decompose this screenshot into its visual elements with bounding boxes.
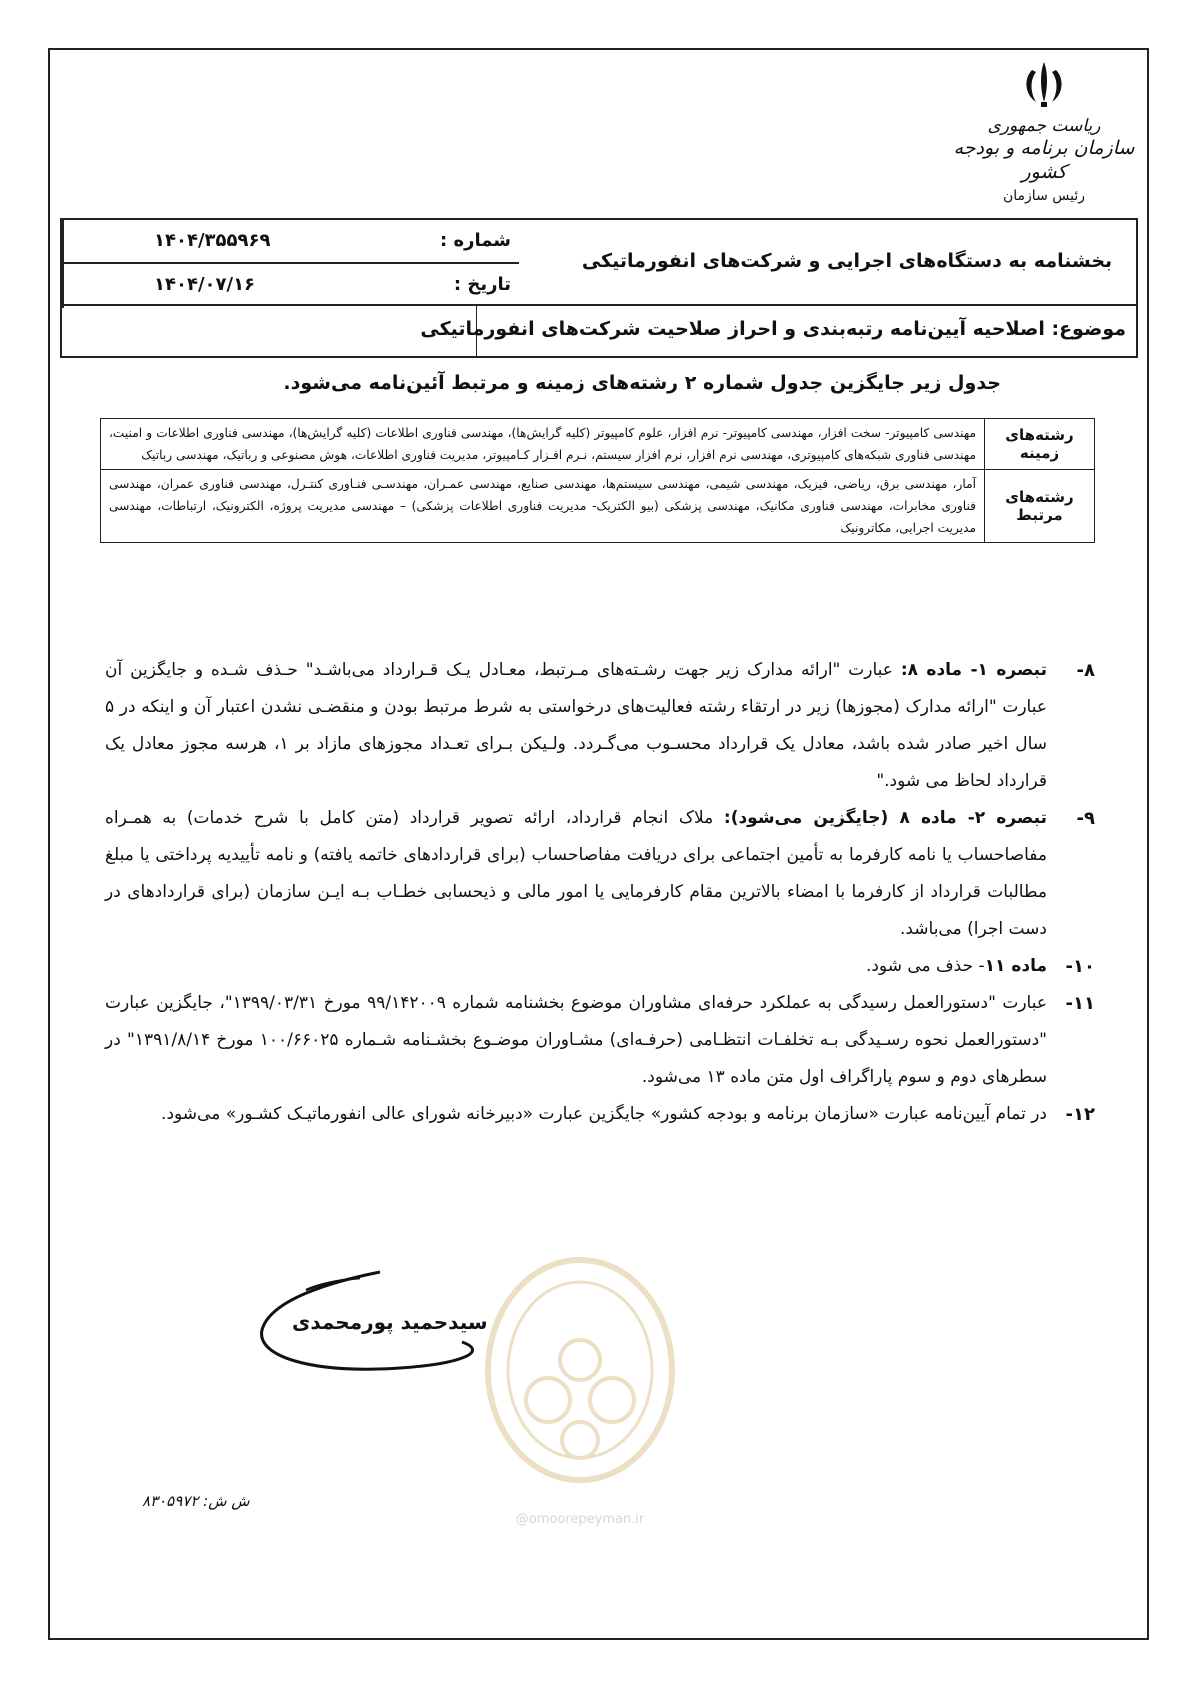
date-row (64, 264, 519, 308)
signatory-name: سیدحمید پورمحمدی (292, 1310, 488, 1334)
title-cell (60, 218, 1138, 306)
clause-text: در تمام آیین‌نامه عبارت «سازمان برنامه و بودجه کشور» جایگزین عبارت «دبیرخانه شورای عالی انفورماتیـک کشـور» می‌شود. (161, 1104, 1047, 1124)
row-head: رشته‌های مرتبط (985, 470, 1095, 543)
fields-table (100, 418, 1095, 543)
clause-text: ملاک انجام قرارداد، ارائه تصویر قرارداد (متن کامل با شرح خدمات) به همـراه مفاصاحساب یا نامه کارفرما به تأمین اجتماعی برای دریافت مفاصاحساب (برای قراردادهای خاتمه یافته) و نامه تأییدیه پرداختی یا مبلغ مطالبات قرارداد از کارفرما با امضاء بالاترین مقام کارفرمایی یا امور مالی و ذیحسابی خطـاب بـه ایـن سازمان (برای قراردادهای در دست اجرا) می‌باشد. (105, 808, 1047, 939)
clause-item (105, 1096, 1095, 1133)
clause-text: - حذف می شود. (865, 956, 985, 976)
letter-title: بخشنامه به دستگاه‌های اجرایی و شرکت‌های انفورماتیکی (581, 250, 1113, 272)
clause-lead: تبصره ۱- ماده ۸: (900, 660, 1048, 680)
number-value: ۱۴۰۴/۳۵۵۹۶۹ (154, 230, 271, 251)
table-row (101, 419, 1095, 470)
table-row (101, 470, 1095, 543)
letterhead (949, 58, 1139, 204)
date-label: تاریخ : (453, 274, 511, 295)
number-label: شماره : (440, 230, 511, 251)
clause-item (105, 800, 1095, 948)
clause-lead: تبصره ۲- ماده ۸ (جایگزین می‌شود): (723, 808, 1047, 828)
subject-text: موضوع: اصلاحیه آیین‌نامه رتبه‌بندی و احراز صلاحیت شرکت‌های انفورماتیکی (420, 318, 1126, 340)
clauses-list (105, 652, 1095, 1133)
clause-number: ۸- (1076, 660, 1095, 681)
stamp-url: @omoorepeyman.ir (515, 1512, 645, 1527)
clause-number: ۱۰- (1065, 956, 1095, 977)
clause-item (105, 985, 1095, 1096)
intro-heading: جدول زیر جایگزین جدول شماره ۲ رشته‌های زمینه و مرتبط آئین‌نامه می‌شود. (283, 372, 1001, 394)
row-body: مهندسی کامپیوتر- سخت افزار، مهندسی کامپیوتر- نرم افزار، علوم کامپیوتر (کلیه گرایش‌ها)، مهندسی فناوری اطلاعات (کلیه گرایش‌ها)، مهندسی فناوری اطلاعات و امنیت، مهندسی فناوری شبکه‌های کامپیوتری، مهندسی نرم افزار، نرم افزار سیستم، نـرم افـزار کـامپیوتر، مدیریت فناوری اطلاعات، هوش مصنوعی و رباتیک، مهندسی رباتیک (101, 419, 985, 470)
clause-text: عبارت "دستورالعمل رسیدگی به عملکرد حرفه‌ای مشاوران موضوع بخشنامه شماره ۹۹/۱۴۲۰۰۹ مورخ ۱۳۹۹/۰۳/۳۱"، جایگزین عبارت "دستورالعمل نحوه رسـیدگی بـه تخلفـات انتظـامی (حرفـه‌ای) مشـاوران موضـوع بخشـنامه شـماره ۱۰۰/۶۶۰۲۵ مورخ ۱۳۹۱/۸/۱۴" در سطرهای دوم و سوم پاراگراف اول متن ماده ۱۳ می‌شود. (105, 993, 1047, 1087)
clause-item (105, 948, 1095, 985)
subject-row (60, 306, 1138, 358)
clause-number: ۱۱- (1065, 993, 1095, 1014)
row-head: رشته‌های زمینه (985, 419, 1095, 470)
clause-item (105, 652, 1095, 800)
row-body: آمار، مهندسی برق، ریاضی، فیزیک، مهندسی شیمی، مهندسی سیستم‌ها، مهندسی صنایع، مهندسی عمـران، مهندسـی فنـاوری کنتـرل، مهندسی فناوری عمران، مهندسی فناوری مخابرات، مهندسی فناوری مکانیک، مهندسی پزشکی (بیو الکتریک- مدیریت فناوری اطلاعات پزشکی) – مهندسی مدیریت پروژه، الکترونیک، ارتباطات، مهندسی مدیریت اجرایی، مکاترونیک (101, 470, 985, 543)
date-value: ۱۴۰۴/۰۷/۱۶ (154, 274, 256, 295)
organization-label: سازمان برنامه و بودجه کشور (953, 137, 1135, 183)
letter-header-table (60, 218, 1138, 363)
number-row (64, 220, 519, 264)
clause-number: ۱۲- (1065, 1104, 1095, 1125)
presidency-label: ریاست جمهوری (987, 116, 1101, 136)
iran-emblem-icon (949, 58, 1139, 110)
signature-block (250, 1260, 560, 1390)
clause-lead: ماده ۱۱ (984, 956, 1047, 976)
head-of-organization-label: رئیس سازمان (1003, 188, 1085, 204)
clause-text: عبارت "ارائه مدارک زیر جهت رشـته‌های مـرتبط، معـادل یـک قـرارداد می‌باشـد" حـذف شـده و جایگزین آن عبارت "ارائه مدارک (مجوزها) زیر در ارتقاء رشته فعالیت‌های درخواستی به شرط مرتبط بودن و منقضـی نشدن اعتبار آن و اینکه در ۵ سال اخیر صادر شده باشد، معادل یک قرارداد محسـوب می‌گـردد. ولـیکن بـرای تعـداد مجوزهای مازاد بر ۱، هرسه مجوز معادل یک قرارداد لحاظ می شود." (105, 660, 1047, 791)
number-date-box (62, 220, 522, 308)
clause-number: ۹- (1076, 808, 1095, 829)
document-code: ش ش: ۸۳۰۵۹۷۲ (142, 1492, 250, 1510)
